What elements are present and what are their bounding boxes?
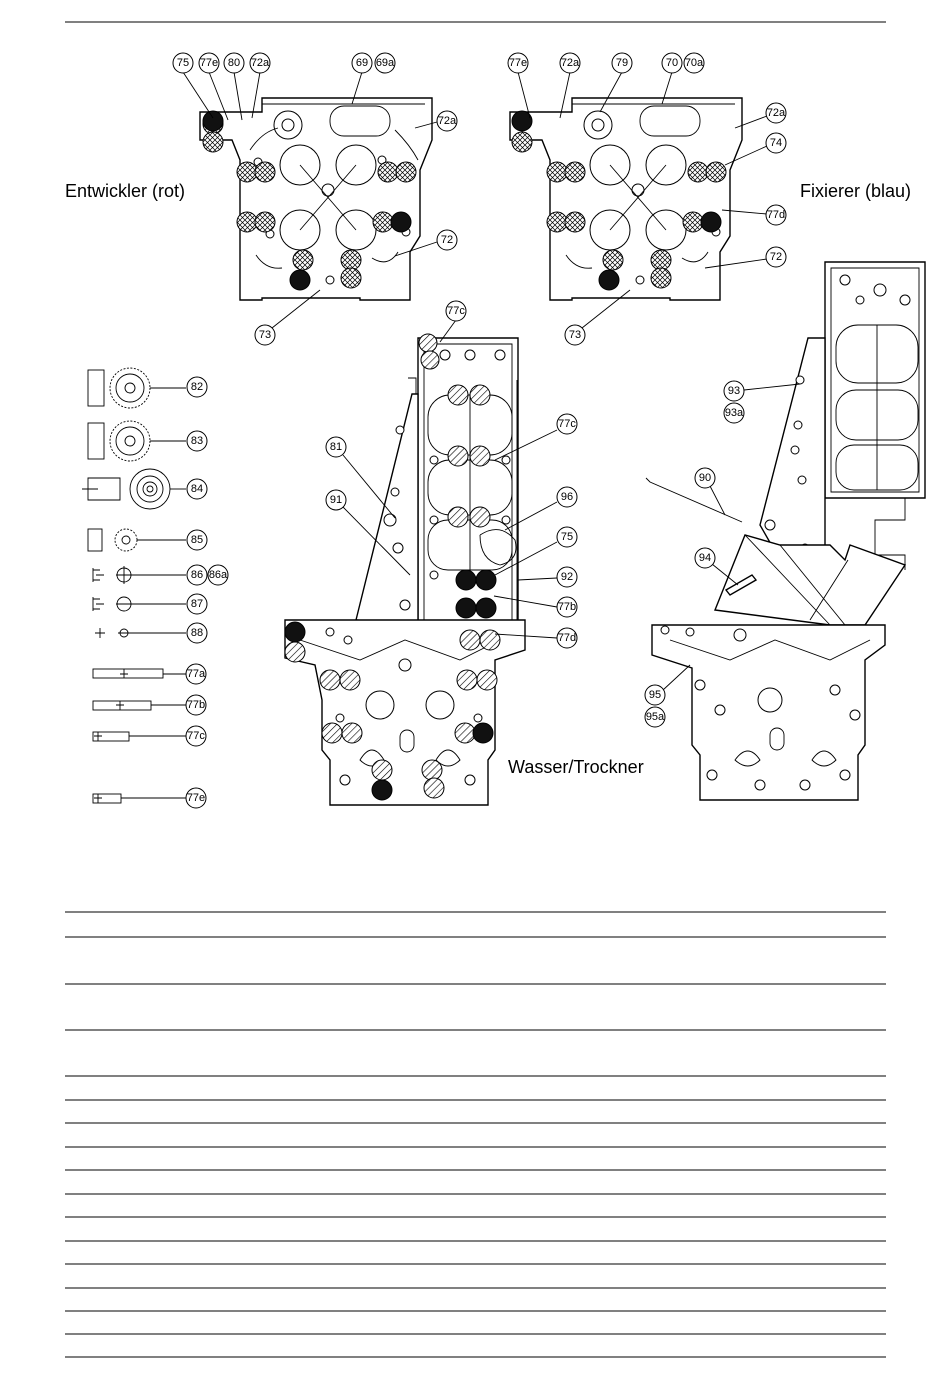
callout-bubble	[186, 695, 206, 715]
callout-bubble	[724, 403, 744, 423]
svg-text:94: 94	[698, 552, 712, 564]
callout-bubble	[662, 53, 682, 104]
svg-text:87: 87	[190, 598, 204, 610]
svg-text:92: 92	[560, 571, 574, 583]
svg-text:96: 96	[560, 491, 574, 503]
svg-text:77e: 77e	[508, 57, 528, 69]
callout-bubble	[724, 381, 800, 401]
svg-text:77c: 77c	[558, 418, 576, 430]
svg-text:70: 70	[665, 57, 679, 69]
callout-bubble	[440, 301, 466, 342]
callout-bubble	[518, 567, 577, 587]
dryer-assembly	[646, 262, 925, 800]
svg-text:91: 91	[329, 494, 343, 506]
svg-text:77e: 77e	[186, 792, 206, 804]
svg-text:93: 93	[727, 385, 741, 397]
svg-text:77c: 77c	[447, 305, 465, 317]
callout-bubble	[722, 205, 786, 225]
callout-bubble	[208, 565, 228, 585]
svg-text:69a: 69a	[375, 57, 395, 69]
callout-bubble	[187, 623, 207, 643]
parts-table	[65, 912, 886, 1357]
svg-text:85: 85	[190, 534, 204, 546]
svg-text:82: 82	[190, 381, 204, 393]
callout-bubble	[224, 53, 244, 120]
svg-text:77b: 77b	[557, 601, 577, 613]
svg-text:95a: 95a	[645, 711, 665, 723]
svg-text:77d: 77d	[557, 632, 577, 644]
callout-bubble	[695, 548, 738, 585]
callout-bubble	[375, 53, 395, 73]
svg-text:72a: 72a	[437, 115, 457, 127]
callout-bubble	[187, 431, 207, 451]
callout-bubble	[187, 479, 207, 499]
svg-text:86a: 86a	[208, 569, 228, 581]
svg-text:81: 81	[329, 441, 343, 453]
callout-bubble	[186, 726, 206, 746]
callout-bubble	[684, 53, 704, 73]
svg-text:80: 80	[227, 57, 241, 69]
wasser-trockner-label: Wasser/Trockner	[508, 757, 644, 777]
svg-text:77c: 77c	[187, 730, 205, 742]
callout-bubble	[187, 530, 207, 550]
fixierer-assembly	[510, 98, 742, 300]
svg-text:75: 75	[176, 57, 190, 69]
svg-text:83: 83	[190, 435, 204, 447]
svg-text:79: 79	[615, 57, 629, 69]
svg-text:77b: 77b	[186, 699, 206, 711]
svg-text:73: 73	[568, 329, 582, 341]
svg-text:77a: 77a	[186, 668, 206, 680]
callout-bubble	[187, 565, 207, 585]
svg-text:88: 88	[190, 627, 204, 639]
svg-text:95: 95	[648, 689, 662, 701]
callout-bubble	[187, 377, 207, 397]
fixierer-label: Fixierer (blau)	[800, 181, 912, 201]
svg-text:93a: 93a	[724, 407, 744, 419]
svg-text:86: 86	[190, 569, 204, 581]
entwickler-assembly	[200, 98, 432, 300]
svg-text:72a: 72a	[560, 57, 580, 69]
callout-bubble	[645, 707, 665, 727]
callout-bubble	[186, 664, 206, 684]
svg-text:84: 84	[190, 483, 204, 495]
callout-bubble	[645, 665, 690, 705]
svg-text:77d: 77d	[766, 209, 786, 221]
svg-text:72a: 72a	[250, 57, 270, 69]
svg-text:74: 74	[769, 137, 783, 149]
callout-bubble	[352, 53, 372, 104]
svg-text:90: 90	[698, 472, 712, 484]
svg-text:73: 73	[258, 329, 272, 341]
callout-bubble	[508, 53, 530, 118]
svg-text:72: 72	[769, 251, 783, 263]
svg-text:70a: 70a	[684, 57, 704, 69]
svg-text:77e: 77e	[199, 57, 219, 69]
callout-bubble	[187, 594, 207, 614]
entwickler-label: Entwickler (rot)	[65, 181, 186, 201]
svg-text:69: 69	[355, 57, 369, 69]
callout-bubble	[186, 788, 206, 808]
svg-text:72: 72	[440, 234, 454, 246]
svg-text:75: 75	[560, 531, 574, 543]
svg-text:72a: 72a	[766, 107, 786, 119]
parts-legend	[82, 368, 228, 808]
